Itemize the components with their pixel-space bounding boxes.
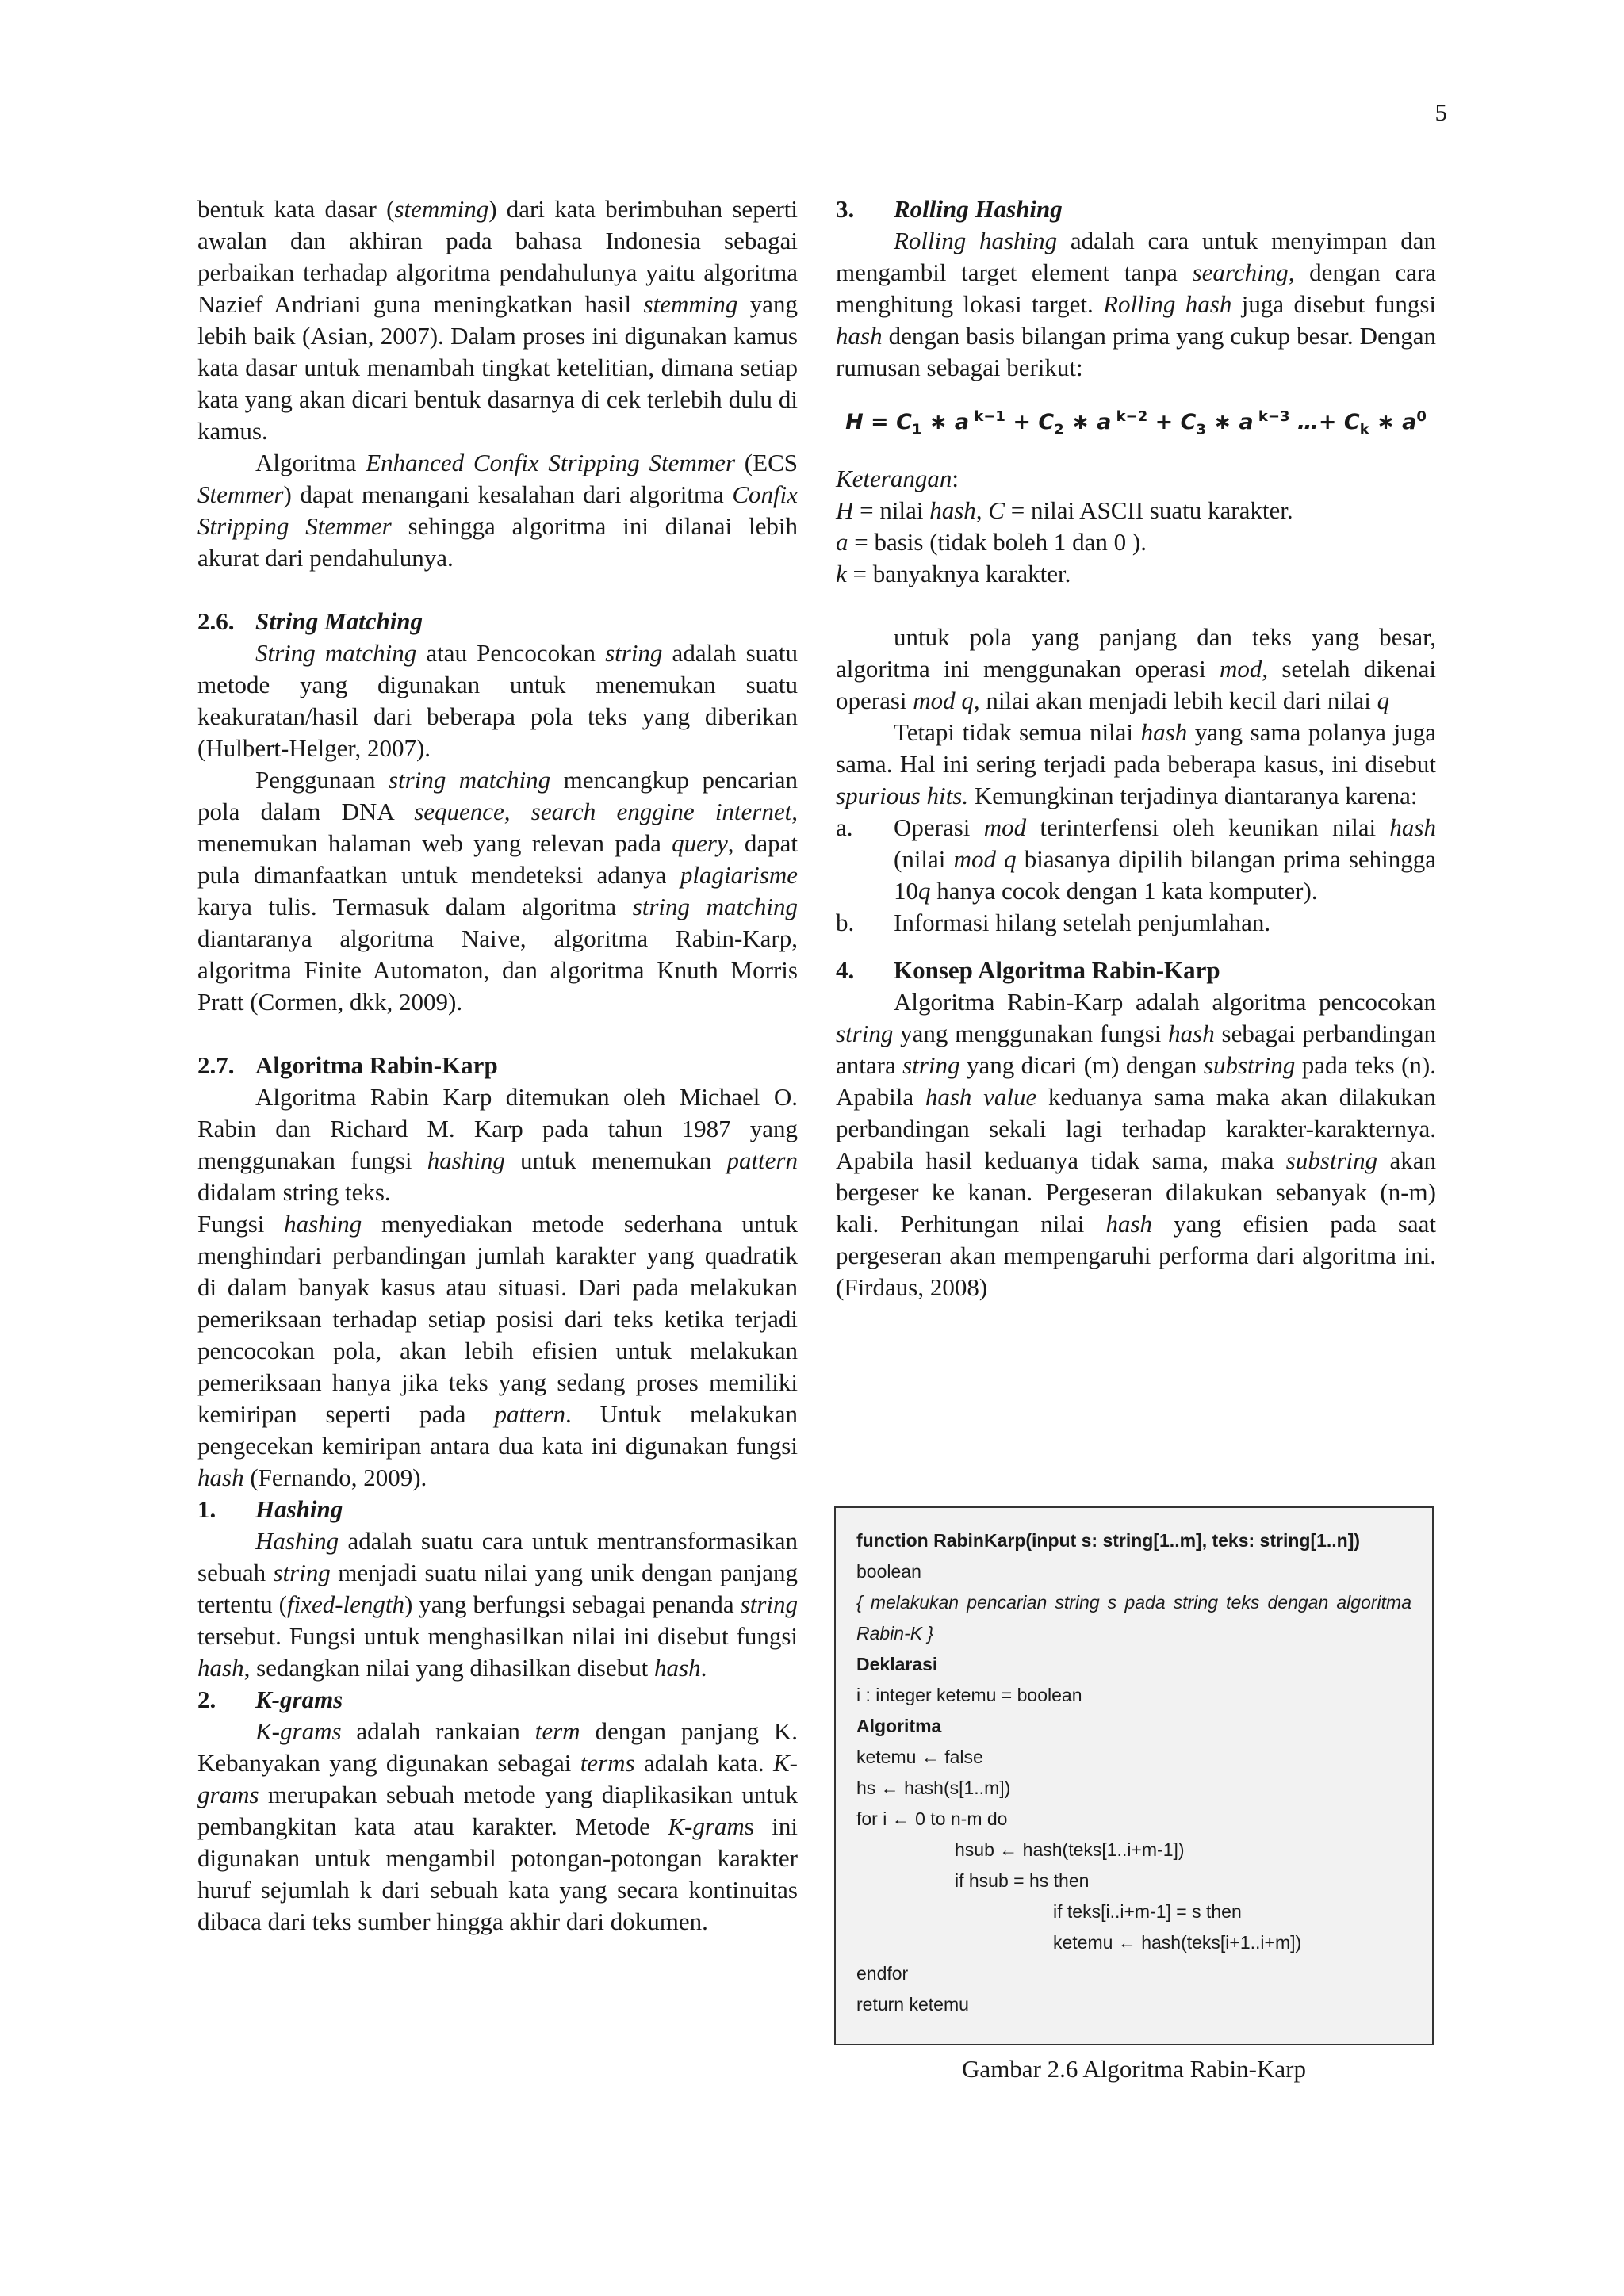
section-heading: 2.7. Algoritma Rabin-Karp (197, 1051, 498, 1079)
figure-caption: Gambar 2.6 Algoritma Rabin-Karp (962, 2055, 1306, 2083)
paragraph: untuk pola yang panjang dan teks yang besar, algoritma ini menggunakan operasi mod, setelah dikenai operasi mod q, nilai akan menjadi lebih kecil dari nilai q (836, 623, 1437, 715)
paragraph: Penggunaan string matching mencangkup pencarian pola dalam DNA sequence, search enggine internet, menemukan halaman web yang relevan pada query, dapat pula dimanfaatkan untuk mendeteksi adanya plagiarisme karya tulis. Termasuk dalam algoritma string matching diantaranya algoritma Naive, algoritma Rabin-Karp, algoritma Finite Automaton, dan algoritma Knuth Morris Pratt (Cormen, dkk, 2009). (197, 766, 798, 1016)
paragraph: String matching atau Pencocokan string adalah suatu metode yang digunakan untuk menemukan suatu keakuratan/hasil dari beberapa pola teks yang diberikan (Hulbert-Helger, 2007). (197, 639, 799, 762)
paragraph: Tetapi tidak semua nilai hash yang sama polanya juga sama. Hal ini sering terjadi pada beberapa kasus, ini disebut spurious hits. Kemungkinan terjadinya diantaranya karena: (836, 718, 1436, 810)
paragraph: bentuk kata dasar (stemming) dari kata berimbuhan seperti awalan dan akhiran pada bahasa Indonesia sebagai perbaikan terhadap algoritma pendahulunya yaitu algoritma Nazief Andriani guna meningkatkan hasil stemming yang lebih baik (Asian, 2007). Dalam proses ini digunakan kamus kata dasar untuk menambah tingkat ketelitian, dimana setiap kata yang akan dicari bentuk dasarnya di cek terlebih dulu di kamus. (197, 195, 799, 445)
code-line: for i ← 0 to n-m do (856, 1808, 1008, 1829)
paragraph: Algoritma Rabin Karp ditemukan oleh Michael O. Rabin dan Richard M. Karp pada tahun 1987 yang menggunakan fungsi hashing untuk menemukan pattern didalam string teks. (197, 1083, 798, 1206)
rolling-hash-formula: $H = C_1$ ∗ a $^{k-1} + C_2$ ∗ a $^{k-2} + C_3$ ∗ a $^{k-3}$ …+ $C_k$ ∗ $a^0$ (845, 408, 1427, 438)
keterangan-label: Keterangan: (836, 465, 959, 493)
code-line: Algoritma (856, 1716, 942, 1736)
code-line: ketemu ← false (856, 1747, 983, 1767)
code-line: endfor (856, 1963, 909, 1984)
page-number: 5 (1434, 98, 1447, 126)
subsection-heading: 1. Hashing (197, 1495, 343, 1523)
subsection-heading: 4. Konsep Algoritma Rabin-Karp (836, 956, 1220, 985)
left-column (197, 193, 798, 1938)
code-line: ketemu ← hash(teks[i+1..i+m]) (1053, 1932, 1302, 1953)
list-item: b. Informasi hilang setelah penjumlahan. (836, 909, 1271, 937)
paragraph: Fungsi hashing menyediakan metode sederhana untuk menghindari perbandingan jumlah karakter yang quadratik di dalam banyak kasus atau situasi. Dari pada melakukan pemeriksaan terhadap setiap posisi dari teks ketika terjadi pencocokan pola, akan lebih efisien untuk melakukan pemeriksaan hanya jika teks yang sedang proses memiliki kemiripan seperti pada pattern. Untuk melakukan pengecekan kemiripan antara dua kata ini digunakan fungsi hash (Fernando, 2009). (197, 1210, 799, 1491)
algorithm-box (834, 1506, 1434, 2045)
paragraph: Hashing adalah suatu cara untuk mentransformasikan sebuah string menjadi suatu nilai yang unik dengan panjang tertentu (fixed-length) yang berfungsi sebagai penanda string tersebut. Fungsi untuk menghasilkan nilai ini disebut fungsi hash, sedangkan nilai yang dihasilkan disebut hash. (197, 1527, 798, 1682)
right-column (836, 193, 1436, 1303)
subsection-heading: 3. Rolling Hashing (836, 195, 1063, 223)
paragraph: Rolling hashing adalah cara untuk menyimpan dan mengambil target element tanpa searching, dengan cara menghitung lokasi target. Rolling hash juga disebut fungsi hash dengan basis bilangan prima yang cukup besar. Dengan rumusan sebagai berikut: (836, 227, 1437, 381)
keterangan-line: a = basis (tidak boleh 1 dan 0 ). (836, 528, 1147, 557)
spurious-hits-list (836, 812, 1436, 939)
code-comment: { melakukan pencarian string s pada string teks dengan algoritma Rabin-K } (856, 1592, 1411, 1644)
code-line: i : integer ketemu = boolean (856, 1685, 1082, 1705)
code-line: function RabinKarp(input s: string[1..m], teks: string[1..n]) (856, 1530, 1361, 1551)
code-line: hsub ← hash(teks[1..i+m-1]) (955, 1839, 1185, 1860)
paragraph: Algoritma Enhanced Confix Stripping Stemmer (ECS Stemmer) dapat menangani kesalahan dari algoritma Confix Stripping Stemmer sehingga algoritma ini dilanai lebih akurat dari pendahulunya. (197, 449, 798, 572)
subsection-heading: 2. K-grams (197, 1686, 343, 1713)
list-item: a. Operasi mod terinterfensi oleh keunikan nilai hash (nilai mod q biasanya dipilih bilangan prima sehingga 10q hanya cocok dengan 1 kata komputer). (836, 813, 1437, 905)
section-heading: 2.6. String Matching (197, 607, 423, 635)
keterangan-line: H = nilai hash, C = nilai ASCII suatu karakter. (836, 496, 1293, 525)
code-line: Deklarasi (856, 1654, 938, 1674)
keterangan-line: k = banyaknya karakter. (836, 560, 1071, 588)
code-line: boolean (856, 1561, 921, 1582)
code-line: if teks[i..i+m-1] = s then (1053, 1901, 1242, 1922)
code-line: if hsub = hs then (955, 1870, 1090, 1891)
paragraph: K-grams adalah rankaian term dengan panjang K. Kebanyakan yang digunakan sebagai terms adalah kata. K-grams merupakan sebuah metode yang diaplikasikan untuk pembangkitan kata atau karakter. Metode K-grams ini digunakan untuk mengambil potongan-potongan karakter huruf sejumlah k dari sebuah kata yang secara kontinuitas dibaca dari teks sumber hingga akhir dari dokumen. (197, 1717, 798, 1935)
code-line: hs ← hash(s[1..m]) (856, 1777, 1011, 1798)
code-line: return ketemu (856, 1994, 969, 2015)
paragraph: Algoritma Rabin-Karp adalah algoritma pencocokan string yang menggunakan fungsi hash sebagai perbandingan antara string yang dicari (m) dengan substring pada teks (n). Apabila hash value keduanya sama maka akan dilakukan perbandingan sekali lagi terhadap karakter-karakternya. Apabila hasil keduanya tidak sama, maka substring akan bergeser ke kanan. Pergeseran dilakukan sebanyak (n-m) kali. Perhitungan nilai hash yang efisien pada saat pergeseran akan mempengaruhi performa dari algoritma ini. (Firdaus, 2008) (836, 988, 1437, 1302)
